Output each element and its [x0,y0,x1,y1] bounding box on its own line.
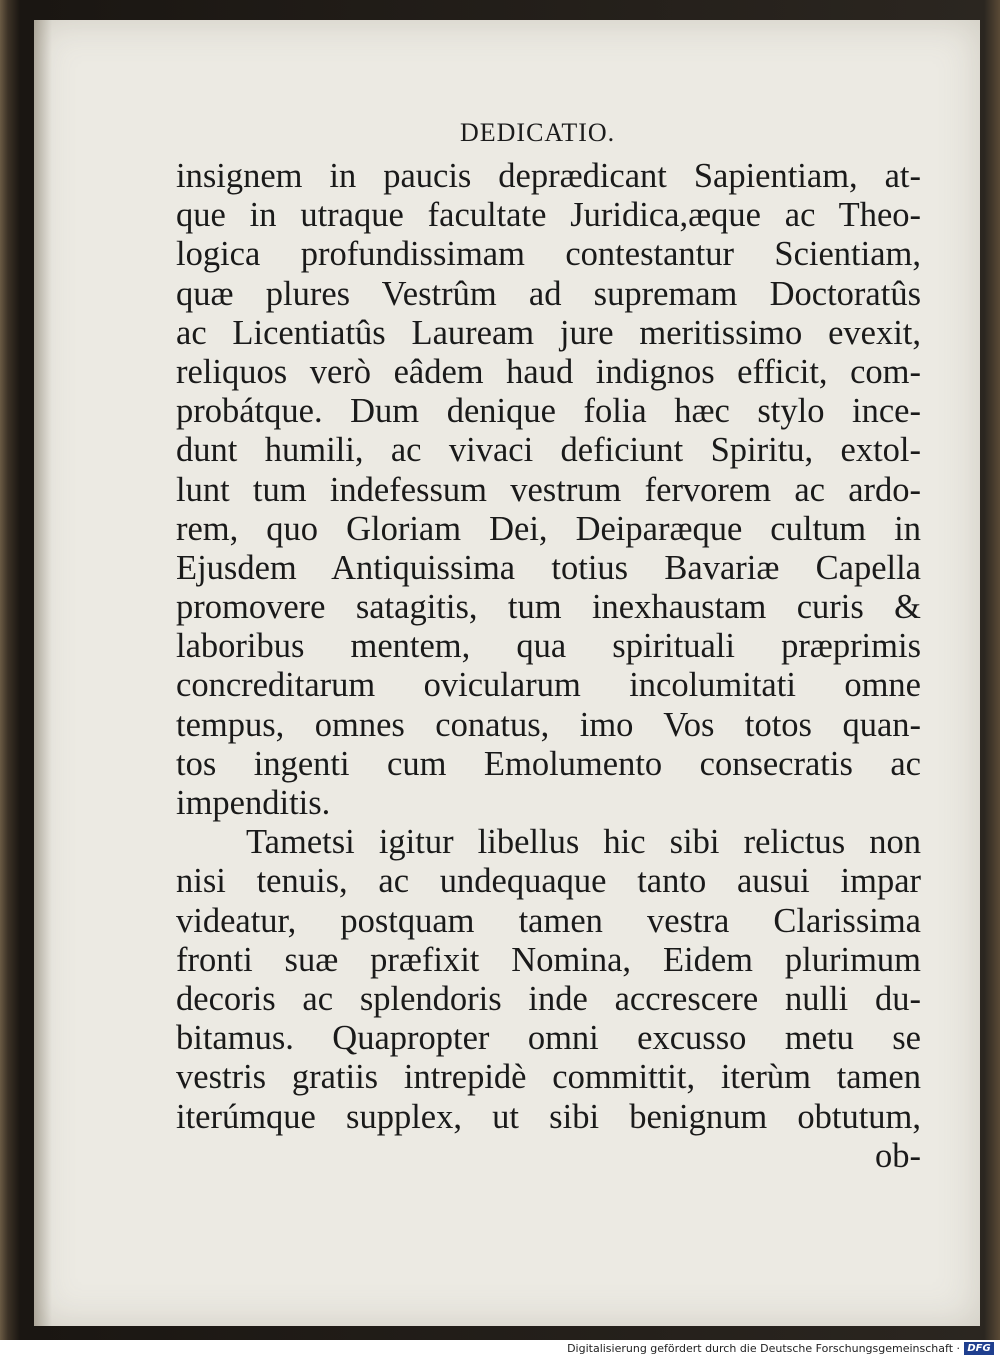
text-line: bitamus. Quapropter omni excusso metu se [176,1019,921,1058]
catchword: ob- [875,1136,921,1175]
paragraph-first-line: Tametsi igitur libellus hic sibi relictus non [246,823,921,862]
text-line: quæ plures Vestrûm ad supremam Doctoratûs [176,274,921,313]
text-line: reliquos verò eâdem haud indignos efficit, com- [176,352,921,391]
text-line: iterúmque supplex, ut sibi benignum obtutum, [176,1097,921,1136]
text-line: impenditis. [176,784,331,822]
text-line: vestris gratiis intrepidè committit, iterùm tamen [176,1058,921,1097]
text-line: ac Licentiatûs Lauream jure meritissimo evexit, [176,313,921,352]
text-line: tempus, omnes conatus, imo Vos totos quan- [176,705,921,744]
text-line: tos ingenti cum Emolumento consecratis ac [176,744,921,783]
text-line: decoris ac splendoris inde accrescere nulli du- [176,979,921,1018]
text-line: insignem in paucis deprædicant Sapientiam, at- [176,157,921,195]
text-line: probátque. Dum denique folia hæc stylo ince- [176,392,921,431]
text-line: concreditarum ovicularum incolumitati omne [176,666,921,705]
running-head: DEDICATIO. [460,118,616,147]
text-line: laboribus mentem, qua spirituali præprimis [176,627,921,666]
text-line: que in utraque facultate Juridica,æque ac Theo- [176,196,921,235]
text-line: rem, quo Gloriam Dei, Deiparæque cultum in [176,509,921,548]
funding-credit: Digitalisierung gefördert durch die Deutsche Forschungsgemeinschaft · [567,1342,960,1355]
text-line: nisi tenuis, ac undequaque tanto ausui impar [176,862,921,901]
footer-bar [0,1340,1000,1359]
text-line: promovere satagitis, tum inexhaustam curis & [176,588,921,627]
text-line: dunt humili, ac vivaci deficiunt Spiritu, extol- [176,431,921,470]
dfg-logo: DFG [964,1342,994,1355]
text-line: videatur, postquam tamen vestra Clarissima [176,901,921,940]
text-line: fronti suæ præfixit Nomina, Eidem plurimum [176,940,921,979]
body-text [176,157,921,1176]
text-line: logica profundissimam contestantur Scientiam, [176,235,921,274]
page-gutter-shadow [34,20,52,1326]
text-line: lunt tum indefessum vestrum fervorem ac ardo- [176,470,921,509]
text-line: Ejusdem Antiquissima totius Bavariæ Capella [176,548,921,587]
